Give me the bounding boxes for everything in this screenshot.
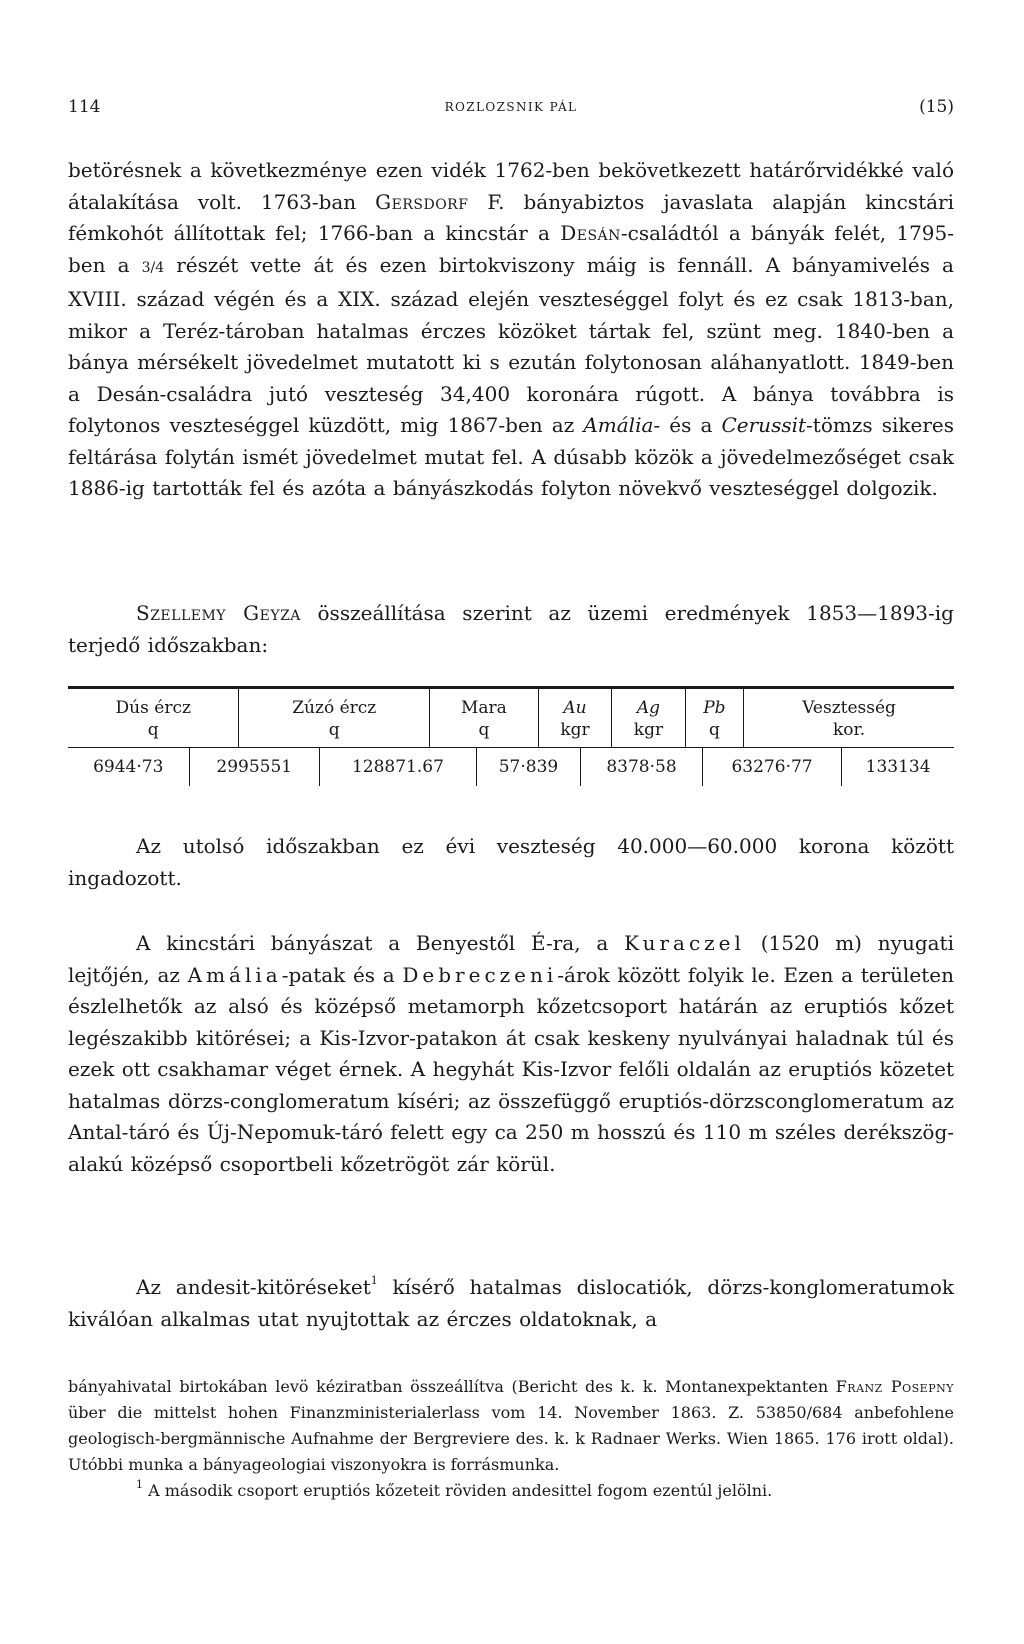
fraction: 3/4 xyxy=(141,259,165,276)
place-name: Amália xyxy=(187,962,282,987)
place-name: Kuraczel xyxy=(624,931,745,955)
col-dus-ercz: Dús ércz q xyxy=(115,698,191,740)
col-pb: Pb q xyxy=(685,689,743,747)
family-name: Desán xyxy=(560,221,621,245)
footnote-1: $^1$ A második csoport eruptiós kőzeteit röviden andesittel fogom ezentúl jelölni. xyxy=(136,1477,773,1500)
table-cell: 6944·73 xyxy=(93,757,164,777)
person-name: Franz Posepny xyxy=(835,1377,955,1396)
page-number: 114 xyxy=(68,97,101,117)
paragraph-andesite: Az andesit-kitöréseket$^1$ kísérő hatalmas dislocatiók, dörzs-konglomeratumok kiválóan alkalmas utat nyujtottak az érczes oldatoknak, a xyxy=(68,1274,954,1331)
running-head: ROZLOZSNIK PÁL xyxy=(444,100,578,114)
table-cell: 8378·58 xyxy=(581,748,703,786)
footnote-marker: 1 xyxy=(136,1477,143,1491)
table-cell: 2995551 xyxy=(189,748,320,786)
person-name: Gersdorf xyxy=(375,189,469,214)
mine-name: Amália- xyxy=(583,413,661,437)
mine-name: Cerussit xyxy=(721,413,807,437)
page-header xyxy=(68,97,954,123)
paragraph-geology: A kincstári bányászat a Benyestől É-ra, a Kuraczel (1520 m) nyugati lejtőjén, az Amália-patak és a Debreczeni-árok között folyik le. Ezen a területen észlelhetők az alsó és középső metamorph kőzetcsoport határán az eruptiós kőzet legészakibb kitörései; a Kis-Izvor-patakon át csak keskeny nyulványai haladnak túl és ezek ott csakhamar véget érnek. A hegyhát Kis-Izvor felőli oldalán az eruptiós közetet hatalmas dörzs-conglomeratum kíséri; az összefüggő eruptiós-dörzsconglomeratum az Antal-táró és Új-Nepomuk-táró felett egy ca 250 m hosszú és 110 m széles derékszög-alakú középső csoportbeli kőzetrögöt zár körül. xyxy=(68,931,954,1176)
paragraph-mining-history: betörésnek a következménye ezen vidék 1762-ben bekövetkezett határőrvidékké való átalakítása volt. 1763-ban Gersdorf F. bányabiztos javaslata alapján kincstári fémkohót állítottak fel; 1766-ban a kincstár a Desán-családtól a bányák felét, 1795-ben a 3/4 részét vette át és ezen birtokviszony máig is fennáll. A bányamivelés a XVIII. század végén és a XIX. század elején veszteséggel folyt és ez csak 1813-ban, mikor a Teréz-tároban hatalmas érczes közöket tártak fel, szünt meg. 1840-ben a bánya mérsékelt jövedelmet mutatott ki s ezután folytonosan aláhanyatlott. 1849-ben a Desán-családra jutó veszteség 34,400 koronára rúgott. A bánya továbbra is folytonos veszteséggel küzdött, mig 1867-ben az Amália- és a Cerussit-tömzs sikeres feltárása folytán ismét jövedelmet mutat fel. A dúsabb közök a jövedelmezőséget csak 1886-ig tartották fel és azóta a bányászkodás folyton növekvő veszteséggel dolgozik. xyxy=(68,158,955,500)
table-row xyxy=(68,748,954,786)
footnote-ref: 1 xyxy=(370,1274,378,1288)
results-table xyxy=(68,686,954,786)
col-vesztesseg: Vesztesség kor. xyxy=(744,689,954,747)
section-number: (15) xyxy=(919,97,954,117)
person-name: Szellemy Geyza xyxy=(136,601,301,625)
col-mara: Mara q xyxy=(430,689,539,747)
table-cell: 57·839 xyxy=(476,748,580,786)
paragraph-recent-losses: Az utolsó időszakban ez évi veszteség 40.000—60.000 korona között ingadozott. xyxy=(68,834,954,890)
col-ag: Ag kgr xyxy=(612,689,685,747)
footnotes xyxy=(68,1374,954,1504)
col-zuzo-ercz: Zúzó ércz q xyxy=(239,689,430,747)
footnote-continuation: bányahivatal birtokában levö kéziratban összeállítva (Bericht des k. k. Montanexpektanten Franz Posepny über die mittelst hohen Finanzministerialerlass vom 14. November 1863. Z. 53850/684 anbefohlene geologisch-bergmännische Aufnahme der Bergreviere des. k. k Radnaer Werks. Wien 1865. 176 irott oldal). Utóbbi munka a bányageologiai viszonyokra is forrásmunka. xyxy=(68,1377,955,1474)
table-header-row xyxy=(68,689,954,747)
table-cell: 128871.67 xyxy=(320,748,477,786)
table-cell: 63276·77 xyxy=(702,748,841,786)
col-au: Au kgr xyxy=(538,689,611,747)
place-name: Debreczeni xyxy=(402,962,558,987)
table-cell: 133134 xyxy=(842,748,954,786)
paragraph-table-intro: Szellemy Geyza összeállítása szerint az üzemi eredmények 1853—1893-ig terjedő időszakban: xyxy=(68,601,954,657)
